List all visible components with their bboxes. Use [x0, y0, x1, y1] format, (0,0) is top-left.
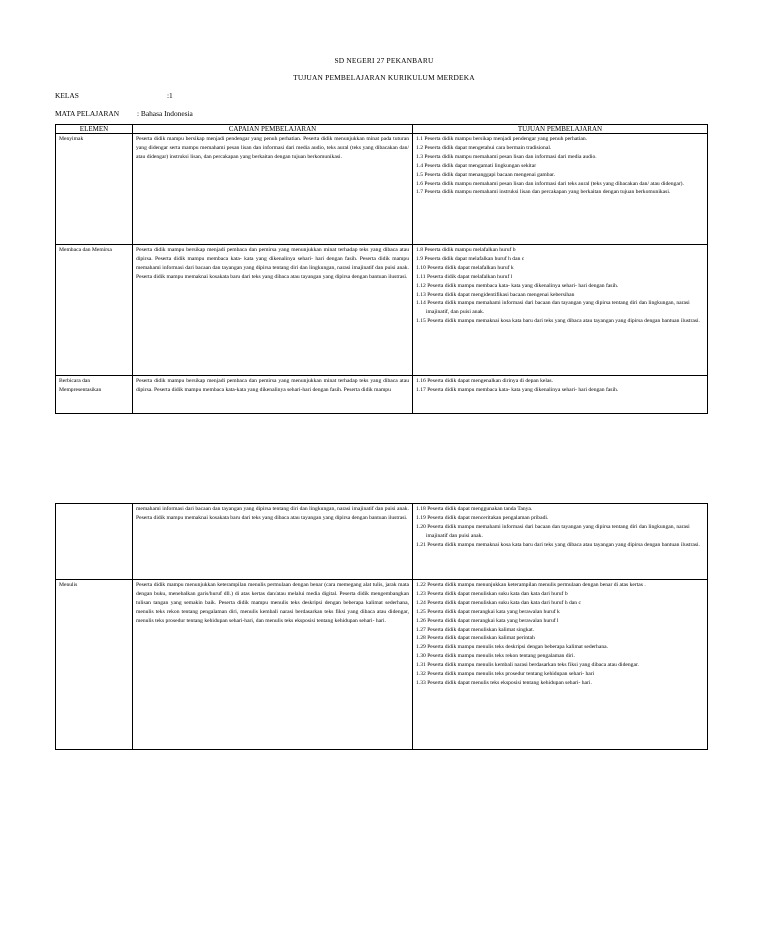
- capaian-cell: Peserta didik mampu bersikap menjadi pendengar yang penuh perhatian. Peserta didik menunjukkan minat pada tuturan yang didengar serta mampu memahami pesan lisan dan informasi dari media audio, teks aural (teks yang dibacakan dan/ atau didengar) instruksi lisan, dan percakapan yang berkaitan dengan tujuan berkomunikasi.: [133, 134, 413, 245]
- capaian-cell: Peserta didik mampu menunjukkan keterampilan menulis permulaan dengan benar (cara memegang alat tulis, jarak mata dengan buku, menebalkan garis/huruf dll.) di atas kertas dan/atau melalui media digital. Peserta didik mengembangkan tulisan tangan yang semakin baik. Peserta didik mampu menulis teks deskripsi dengan beberapa kalimat sederhana, menulis teks rekon tentang pengalaman diri, menulis kembali narasi berdasarkan teks fiksi yang dibaca atau didengar, menulis teks prosedur tentang kehidupan sehari-hari, dan menulis teks eksposisi tentang kehidupan sehari- hari.: [133, 580, 413, 750]
- elemen-cell: Menyimak: [56, 134, 133, 245]
- objective-item: 1.6 Peserta didik mampu memahami pesan lisan dan informasi dari teks aural (teks yang dibacakan dan/ atau didengar).: [416, 180, 684, 187]
- objective-item: 1.21 Peserta didik mampu memaknai kosa kata baru dari teks yang dibaca atau tayangan yang dipirsa dengan bantuan ilustrasi.: [416, 541, 700, 548]
- objective-item: 1.3 Peserta didik mampu memahami pesan lisan dan informasi dari media audio.: [416, 153, 597, 160]
- objective-item: 1.14 Peserta didik mampu memahami informasi dari bacaan dan tayangan yang dipirsa tentang diri dan lingkungan, narasi imajinatif, dan puisi anak.: [416, 300, 690, 316]
- objective-item: 1.1 Peserta didik mampu bersikap menjadi pendengar yang penuh perhatian.: [416, 136, 588, 142]
- objective-item: 1.13 Peserta didik dapat mengidentifikasi bacaan mengenai kebersihan: [416, 291, 575, 298]
- objective-item: 1.27 Peserta didik dapat menuliskan kalimat singkat.: [416, 626, 535, 633]
- tujuan-cell: [413, 134, 708, 245]
- objective-item: 1.25 Peserta didik dapat merangkai kata yang berawalan huruf k: [416, 608, 560, 615]
- kelas-line: [55, 91, 173, 100]
- objective-item: 1.11 Peserta didik dapat melafalkan huruf l: [416, 273, 513, 280]
- elemen-cell: Membaca dan Memirsa: [56, 245, 133, 376]
- objective-item: 1.22 Peserta didik mampu menunjukkan keterampilan menulis permulaan dengan benar di atas kertas .: [416, 582, 646, 588]
- objective-item: 1.10 Peserta didik dapat melafalkan huruf k: [416, 264, 514, 271]
- tujuan-cell: [413, 245, 708, 376]
- objective-item: 1.29 Peserta didik mampu menulis teks deskripsi dengan beberapa kalimat sederhana.: [416, 644, 608, 651]
- objective-item: 1.9 Peserta didik dapat melafalkan huruf h dan c: [416, 255, 525, 262]
- objective-item: 1.15 Peserta didik mampu memaknai kosa kata baru dari teks yang dibaca atau tayangan yang dipirsa dengan bantuan ilustrasi.: [416, 318, 700, 325]
- capaian-cell: Peserta didik mampu bersikap menjadi pembaca dan pemirsa yang menunjukkan minat terhadap teks yang dibaca atau dipirsa. Peserta didik mampu membaca kata-kata yang dikenalinya sehari-hari dengan fasih. Peserta didik mampu: [133, 376, 413, 414]
- table-row: [56, 504, 708, 580]
- table-header-row: [56, 125, 708, 134]
- tujuan-cell: [413, 504, 708, 580]
- objective-item: 1.30 Peserta didik mampu menulis teks rekon tentang pengalaman diri.: [416, 653, 575, 660]
- tujuan-cell: [413, 376, 708, 414]
- objective-item: 1.19 Peserta didik dapat menceritakan pengalaman pribadi.: [416, 514, 549, 521]
- table-row: [56, 245, 708, 376]
- learning-objectives-table-page1: [55, 124, 708, 414]
- objective-item: 1.7 Peserta didik mampu memahami instruksi lisan dan percakapan yang berkaitan dengan tujuan berkomunikasi.: [416, 189, 671, 196]
- table-row: [56, 580, 708, 750]
- capaian-cell: Peserta didik mampu bersikap menjadi pembaca dan pemirsa yang menunjukkan minat terhadap teks yang dibaca atau dipirsa. Peserta didik mampu membaca kata- kata yang dikenalinya sehari- hari dengan fasih. Peserta didik mampu memahami informasi dari bacaan dan tayangan yang dipirsa tentang diri dan lingkungan, narasi imajinatif dan puisi anak. Peserta didik mampu memaknai kosakata baru dari teks yang dibaca atau tayangan yang dipirsa dengan bantuan ilustrasi.: [133, 245, 413, 376]
- learning-objectives-table-page2: [55, 503, 708, 750]
- kelas-label: KELAS: [55, 91, 79, 100]
- objective-item: 1.2 Peserta didik dapat mengetahui cara bermain tradisional.: [416, 144, 552, 151]
- objective-item: 1.8 Peserta didik mampu melafalkan huruf b: [416, 247, 516, 253]
- objective-item: 1.20 Peserta didik mampu memahami informasi dari bacaan dan tayangan yang dipirsa tentang diri dan lingkungan, narasi imajinatif dan puisi anak.: [416, 523, 690, 539]
- objective-item: 1.26 Peserta didik dapat merangkai kata yang berawalan huruf l: [416, 617, 559, 624]
- mapel-line: [55, 109, 193, 118]
- table-row: [56, 376, 708, 414]
- objective-item: 1.17 Peserta didik mampu membaca kata- kata yang dikenalinya sehari- hari dengan fasih.: [416, 386, 619, 393]
- kelas-value: :1: [167, 91, 173, 100]
- elemen-cell: Menulis: [56, 580, 133, 750]
- elemen-cell: Berbicara dan Mempresentasikan: [56, 376, 133, 414]
- objective-item: 1.16 Peserta didik dapat mengenalkan dirinya di depan kelas.: [416, 378, 554, 384]
- objective-item: 1.33 Peserta didik dapat menulis teks eksposisi tentang kehidupan sehari- hari.: [416, 679, 592, 686]
- header-tujuan: TUJUAN PEMBELAJARAN: [413, 125, 708, 134]
- objective-item: 1.32 Peserta didik mampu menulis teks prosedur tentang kehidupan sehari- hari: [416, 671, 595, 678]
- objective-item: 1.28 Peserta didik dapat menuliskan kalimat perintah: [416, 635, 535, 642]
- objective-item: 1.18 Peserta didik dapat menggunakan tanda Tanya.: [416, 506, 533, 512]
- tujuan-cell: [413, 580, 708, 750]
- objective-item: 1.23 Peserta didik dapat menuliskan suku kata dan kata dari huruf b: [416, 590, 568, 597]
- school-name: SD NEGERI 27 PEKANBARU: [334, 56, 434, 65]
- header-elemen: ELEMEN: [56, 125, 133, 134]
- document-title: TUJUAN PEMBELAJARAN KURIKULUM MERDEKA: [293, 73, 475, 82]
- objective-item: 1.31 Peserta didik mampu menulis kembali narasi berdasarkan teks fiksi yang dibaca atau didengar.: [416, 662, 639, 669]
- mapel-value: : Bahasa Indonesia: [137, 109, 193, 118]
- objective-item: 1.24 Peserta didik dapat menuliskan suku kata dan kata dari huruf h dan c: [416, 599, 581, 606]
- objective-item: 1.4 Peserta didik dapat mengamati lingkungan sekitar: [416, 162, 537, 169]
- elemen-cell: [56, 504, 133, 580]
- objective-item: 1.5 Peserta didik dapat menanggapi bacaan mengenai gambar.: [416, 171, 556, 178]
- objective-item: 1.12 Peserta didik mampu membaca kata- kata yang dikenalinya sehari- hari dengan fasih.: [416, 282, 619, 289]
- header-capaian: CAPAIAN PEMBELAJARAN: [133, 125, 413, 134]
- capaian-cell: memahami informasi dari bacaan dan tayangan yang dipirsa tentang diri dan lingkungan, narasi imajinatif dan puisi anak. Peserta didik mampu memaknai kosakata baru dari teks yang dibaca atau tayangan yang dipirsa dengan bantuan ilustrasi.: [133, 504, 413, 580]
- mapel-label: MATA PELAJARAN: [55, 109, 120, 118]
- table-row: [56, 134, 708, 245]
